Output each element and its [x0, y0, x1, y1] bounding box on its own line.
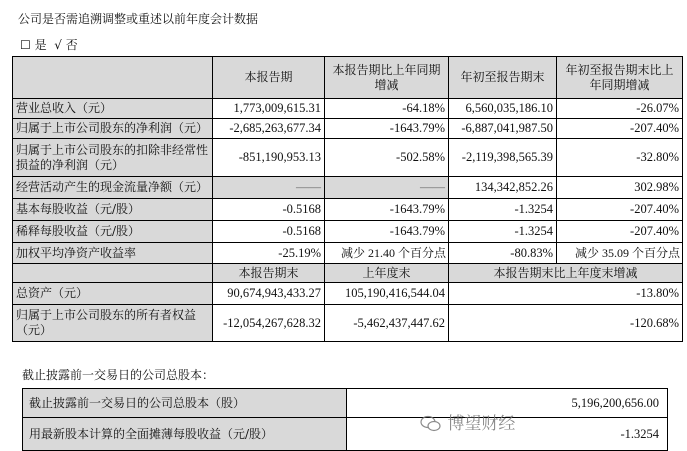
row-label: 加权平均净资产收益率: [13, 243, 213, 264]
cell: 减少 21.40 个百分点: [325, 243, 449, 264]
table-row: [23, 418, 668, 451]
cell: -0.5168: [213, 221, 325, 243]
question-text: 公司是否需追溯调整或重述以前年度会计数据: [18, 12, 259, 26]
financial-data-table: [12, 56, 683, 342]
cell: -851,190,953.13: [213, 139, 325, 177]
cell-empty-dash: ——: [325, 177, 449, 199]
cell: 1,773,009,615.31: [213, 99, 325, 119]
row-label: 经营活动产生的现金流量净额（元）: [13, 177, 213, 199]
table-row: [13, 305, 683, 342]
cell: -1643.79%: [325, 119, 449, 139]
cell: -502.58%: [325, 139, 449, 177]
checkbox-yes: ☐: [20, 38, 31, 52]
cell: -25.19%: [213, 243, 325, 264]
row-label: 归属于上市公司股东的扣除非经常性损益的净利润（元）: [13, 139, 213, 177]
cell: -0.5168: [213, 199, 325, 221]
table-row: [13, 177, 683, 199]
restatement-options: [20, 36, 78, 53]
row-label: 总资产（元）: [13, 283, 213, 305]
header-blank: [13, 264, 213, 283]
cell-empty-dash: ——: [213, 177, 325, 199]
cell: 5,196,200,656.00: [347, 389, 668, 418]
col-header: 本报告期比上年同期增减: [325, 57, 449, 99]
option-no: 否: [65, 38, 78, 52]
col-header: 上年度末: [325, 264, 449, 283]
table-row: [13, 119, 683, 139]
option-yes: 是: [34, 38, 47, 52]
table-row: [13, 199, 683, 221]
watermark: [420, 409, 515, 434]
cell: -6,887,041,987.50: [449, 119, 557, 139]
table-row: [13, 221, 683, 243]
table-row: [13, 283, 683, 305]
cell: 90,674,943,433.27: [213, 283, 325, 305]
col-header: 本报告期: [213, 57, 325, 99]
row-label: 营业总收入（元）: [13, 99, 213, 119]
wechat-icon: [420, 415, 442, 433]
col-header: 本报告期末比上年度末增减: [449, 264, 683, 283]
cell: -26.07%: [557, 99, 683, 119]
cell: 6,560,035,186.10: [449, 99, 557, 119]
table-row: [13, 243, 683, 264]
cell: 134,342,852.26: [449, 177, 557, 199]
watermark-text: 博望财经: [447, 414, 516, 434]
cell: -1.3254: [347, 418, 668, 451]
row-label: 用最新股本计算的全面摊薄每股收益（元/股）: [23, 418, 347, 451]
cell: -2,119,398,565.39: [449, 139, 557, 177]
cell: -1.3254: [449, 221, 557, 243]
row-label: 截止披露前一交易日的公司总股本（股）: [23, 389, 347, 418]
cell: -13.80%: [449, 283, 683, 305]
row-label: 归属于上市公司股东的所有者权益（元）: [13, 305, 213, 342]
row-label: 归属于上市公司股东的净利润（元）: [13, 119, 213, 139]
cell: -207.40%: [557, 119, 683, 139]
col-header: 本报告期末: [213, 264, 325, 283]
header-blank: [13, 57, 213, 99]
table-row: [13, 139, 683, 177]
cell: -120.68%: [449, 305, 683, 342]
cell: -207.40%: [557, 199, 683, 221]
cell: -2,685,263,677.34: [213, 119, 325, 139]
section2-title: 截止披露前一交易日的公司总股本：: [22, 368, 215, 382]
cell: -207.40%: [557, 221, 683, 243]
cell: -12,054,267,628.32: [213, 305, 325, 342]
col-header: 年初至报告期末比上年同期增减: [557, 57, 683, 99]
cell: -1.3254: [449, 199, 557, 221]
cell: 减少 35.09 个百分点: [557, 243, 683, 264]
table-row: [13, 99, 683, 119]
col-header: 年初至报告期末: [449, 57, 557, 99]
cell: -80.83%: [449, 243, 557, 264]
row-label: 基本每股收益（元/股）: [13, 199, 213, 221]
cell: -1643.79%: [325, 199, 449, 221]
check-icon: √: [54, 38, 62, 52]
cell: -32.80%: [557, 139, 683, 177]
cell: 105,190,416,544.04: [325, 283, 449, 305]
row-label: 稀释每股收益（元/股）: [13, 221, 213, 243]
share-capital-table: [22, 388, 668, 451]
table-row: [23, 389, 668, 418]
cell: -1643.79%: [325, 221, 449, 243]
cell: -5,462,437,447.62: [325, 305, 449, 342]
cell: 302.98%: [557, 177, 683, 199]
cell: -64.18%: [325, 99, 449, 119]
